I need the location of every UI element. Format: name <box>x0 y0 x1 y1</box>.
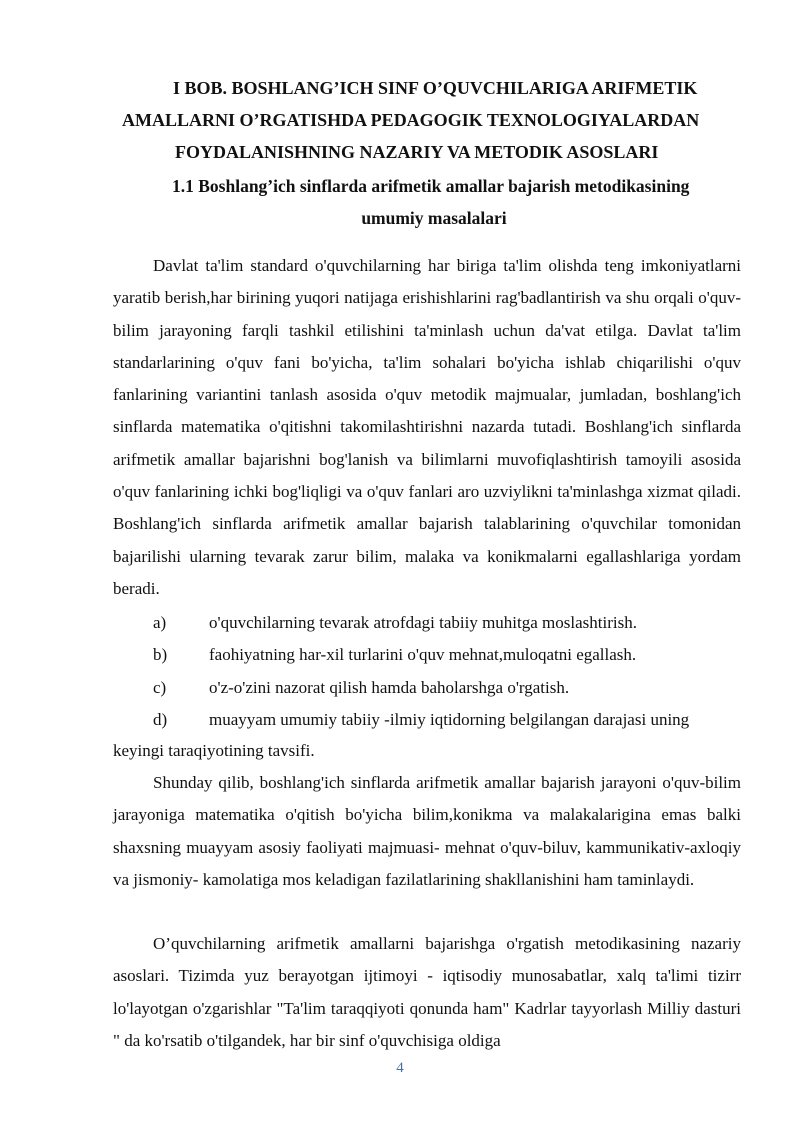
paragraph-text: O’quvchilarning arifmetik amallarni bajarishga o'rgatish metodikasining nazariy asoslari. Tizimda yuz berayotgan ijtimoyi - iqtisodiy munosabatlar, xalq ta'limi tizirr lo'layotgan o'zgarishlar "Ta'lim taraqqiyoti qonunda ham" Kadrlar tayyorlash Milliy dasturi " da ko'rsatib o'tilgandek, har bir sinf o'quvchisiga oldiga <box>113 934 741 1050</box>
bullet-list <box>153 607 741 736</box>
section-title-line-1: 1.1 Boshlang’ich sinflarda arifmetik amallar bajarish metodikasining <box>172 176 690 196</box>
chapter-title-line-1: I BOB. BOSHLANG’ICH SINF O’QUVCHILARIGA ARIFMETIK <box>173 78 698 98</box>
list-marker: c) <box>153 677 167 697</box>
body-paragraph-3 <box>113 928 741 1057</box>
list-item-text: muayyam umumiy tabiiy -ilmiy iqtidorning belgilangan darajasi uning <box>209 709 690 729</box>
section-title-line-2: umumiy masalalari <box>361 208 507 228</box>
list-marker: b) <box>153 645 168 665</box>
body-paragraph-2 <box>113 767 741 896</box>
list-item <box>153 704 741 736</box>
page-number: 4 <box>396 1060 404 1076</box>
list-item <box>153 639 741 671</box>
chapter-title-line-3: FOYDALANISHNING NAZARIY VA METODIK ASOSLARI <box>175 142 659 162</box>
list-marker: a) <box>153 613 167 632</box>
chapter-title-line-2: AMALLARNI O’RGATISHDA PEDAGOGIK TEXNOLOGIYALARDAN <box>122 110 700 130</box>
body-paragraph-1 <box>113 250 741 605</box>
section-title <box>110 170 750 234</box>
list-item-text: faohiyatning har-xil turlarini o'quv mehnat,muloqatni egallash. <box>209 645 637 665</box>
paragraph-text: Davlat ta'lim standard o'quvchilarning har biriga ta'lim olishda teng imkoniyatlarni yaratib berish,har birining yuqori natijaga erishishlarini rag'badlantirish va shu orqali o'quv- bilim jarayoning farqli tashkil etilishini ta'minlash uchun da'vat etilga. Davlat ta'lim standarlarining o'quv fani bo'yicha, ta'lim sohalari bo'yicha ishlab chiqarilishi o'quv fanlarining variantini tanlash asosida o'quv metodik majmualar, jumladan, boshlang'ich sinflarda matematika o'qitishni takomilashtirishni nazarda tutadi. Boshlang'ich sinflarda arifmetik amallar bajarishni bog'lanish va bilimlarni muvofiqlashtirish tamoyili asosida o'quv fanlarining ichki bog'liqligi va o'quv fanlari aro uzviylikni ta'minlashga xizmat qiladi. Boshlang'ich sinflarda arifmetik amallar bajarish talablarining o'quvchilar tomonidan bajarilishi ularning tevarak zarur bilim, malaka va konikmalarni egallashlariga yordam beradi. <box>113 256 741 598</box>
paragraph-text: Shunday qilib, boshlang'ich sinflarda arifmetik amallar bajarish jarayoni o'quv-bilim jarayoniga matematika o'qitish bo'yicha bilim,konikma va malakalarigina emas balki shaxsning muayyam asosiy faoliyati majmuasi- mehnat o'quv-biluv, kammunikativ-axloqiy va jismoniy- kamolatiga mos keladigan fazilatlarining shakllanishini ham taminlaydi. <box>113 773 741 889</box>
list-marker: d) <box>153 709 168 729</box>
list-item-text: o'z-o'zini nazorat qilish hamda baholarshga o'rgatish. <box>209 677 570 697</box>
list-continuation: keyingi taraqiyotining tavsifi. <box>113 741 315 760</box>
list-item-text: o'quvchilarning tevarak atrofdagi tabiiy muhitga moslashtirish. <box>209 613 637 632</box>
list-item <box>153 607 741 639</box>
list-item <box>153 672 741 704</box>
chapter-title <box>110 72 750 168</box>
